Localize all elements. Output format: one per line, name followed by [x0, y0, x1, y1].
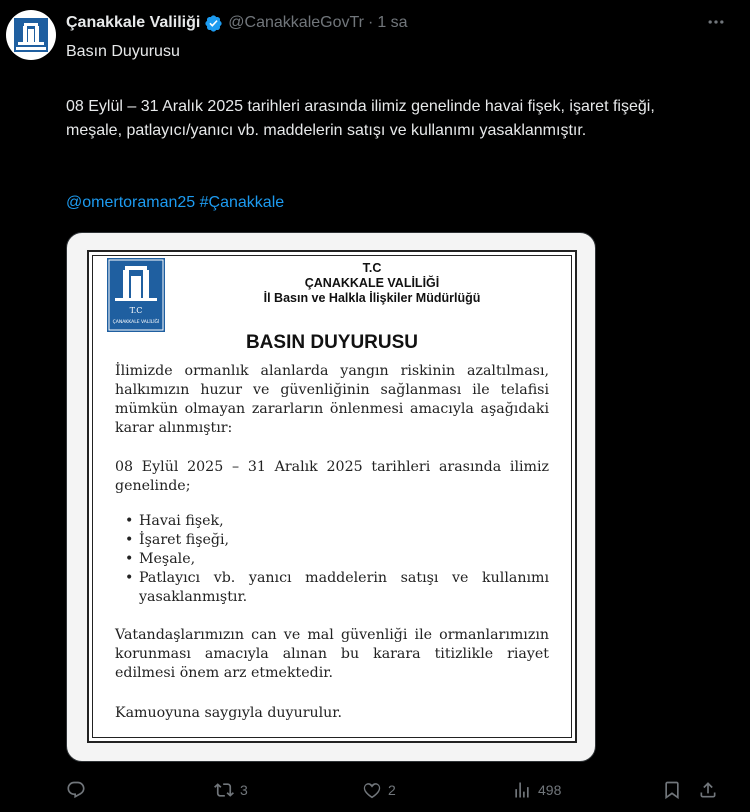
list-item: • Patlayıcı vb. yanıcı maddelerin satışı ve kullanımı yasaklanmıştır. — [125, 569, 549, 607]
timestamp[interactable]: 1 sa — [377, 14, 408, 31]
author-handle[interactable]: @CanakkaleGovTr — [228, 14, 364, 31]
org-line-tc: T.C — [362, 261, 382, 275]
separator: · — [368, 14, 374, 31]
bar-chart-icon — [512, 780, 532, 800]
author-name[interactable]: Çanakkale Valiliği — [66, 14, 201, 31]
tweet-header — [66, 12, 408, 34]
tweet-links — [66, 191, 706, 215]
tweet-text-body: 08 Eylül – 31 Aralık 2025 tarihleri arasında ilimiz genelinde havai fişek, işaret fişeği, meşale, patlayıcı/yanıcı vb. maddelerin satışı ve kullanımı yasaklanmıştır. — [66, 98, 655, 139]
mention-link[interactable]: @omertoraman25 — [66, 194, 196, 211]
tweet-text-heading: Basın Duyurusu — [66, 43, 180, 60]
bookmark-button[interactable] — [662, 776, 682, 804]
like-count: 2 — [388, 782, 396, 798]
tweet-action-bar — [66, 776, 726, 804]
document-paragraph-3: Vatandaşlarımızın can ve mal güvenliği ile ormanlarımızın korunması amacıyla alınan bu karara titizlikle riayet edilmesi önem arz etmektedir. — [115, 627, 549, 681]
document-title: BASIN DUYURUSU — [245, 332, 419, 353]
document-paragraph-4: Kamuoyuna saygıyla duyurulur. — [115, 705, 343, 721]
logo-caption: ÇANAKKALE VALİLİĞİ — [112, 320, 160, 325]
more-horizontal-icon — [706, 12, 726, 32]
reply-button[interactable] — [66, 776, 92, 804]
views-count: 498 — [538, 782, 562, 798]
logo-tc-label: T.C — [129, 306, 143, 315]
more-options-button[interactable] — [704, 10, 728, 34]
verified-badge-icon — [204, 14, 223, 33]
governorate-logo-icon — [8, 12, 54, 58]
hashtag-link[interactable]: #Çanakkale — [199, 194, 285, 211]
list-item: • Havai fişek, — [125, 512, 549, 531]
share-icon — [698, 780, 718, 800]
share-button[interactable] — [698, 776, 718, 804]
reply-icon — [66, 780, 86, 800]
prohibited-items-list — [125, 512, 549, 607]
document-paragraph-1: İlimizde ormanlık alanlarda yangın riskinin azaltılması, halkımızın huzur ve güvenliğinin sağlanması ile telafisi mümkün olmayan zararların önlenmesi amacıyla aşağıdaki karar alınmıştır: — [115, 363, 549, 436]
views-button[interactable] — [512, 776, 561, 804]
bookmark-icon — [662, 780, 682, 800]
press-release-document — [87, 250, 577, 743]
retweet-button[interactable] — [214, 776, 248, 804]
list-item: • İşaret fişeği, — [125, 531, 549, 550]
retweet-count: 3 — [240, 782, 248, 798]
org-line-department: İl Basın ve Halkla İlişkiler Müdürlüğü — [263, 291, 481, 305]
like-button[interactable] — [362, 776, 396, 804]
organization-header — [89, 261, 575, 306]
list-item: • Meşale, — [125, 550, 549, 569]
heart-icon — [362, 780, 382, 800]
retweet-icon — [214, 780, 234, 800]
org-line-governorate: ÇANAKKALE VALİLİĞİ — [304, 276, 440, 290]
avatar[interactable] — [6, 10, 56, 60]
document-paragraph-2: 08 Eylül 2025 – 31 Aralık 2025 tarihleri arasında ilimiz genelinde; — [115, 459, 549, 494]
tweet-image[interactable] — [66, 232, 596, 762]
